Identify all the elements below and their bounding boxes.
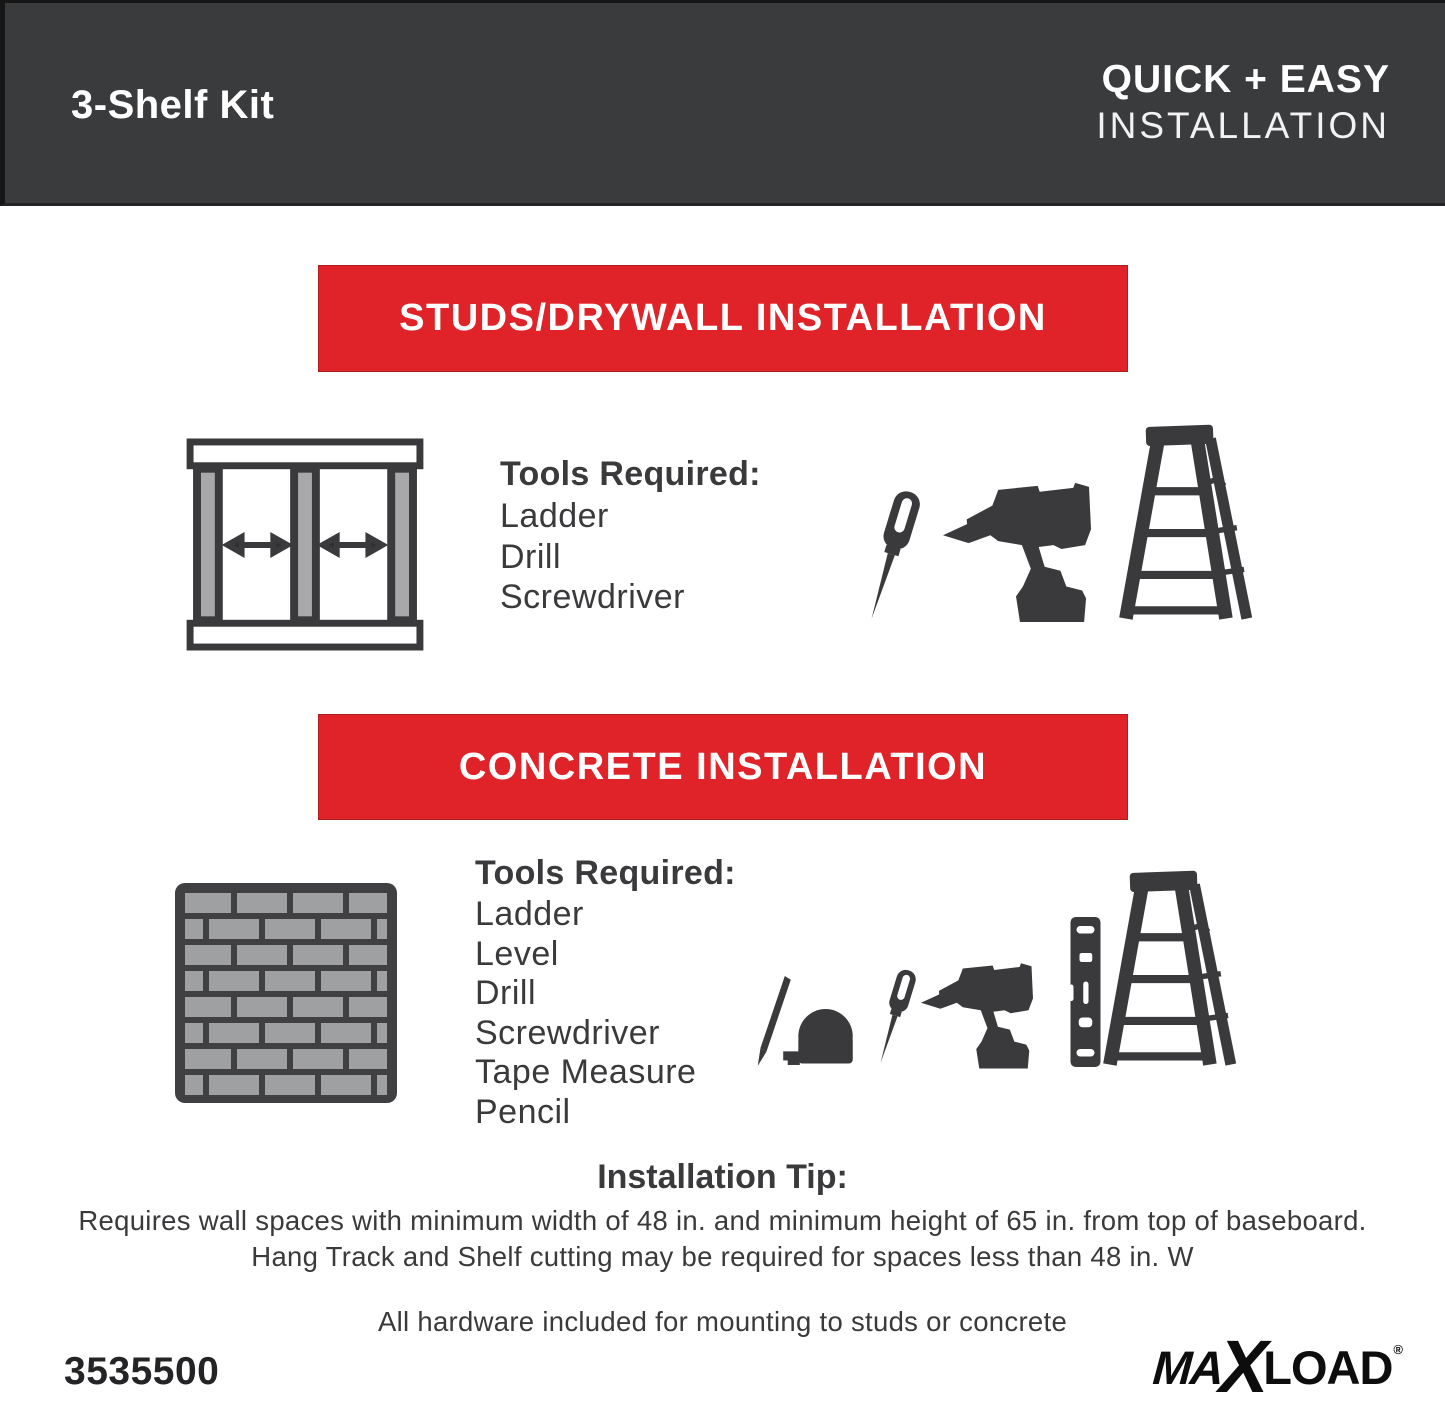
installation-tip-line-1: Requires wall spaces with minimum width of 48 in. and minimum height of 65 in. from top of baseboard. xyxy=(78,1205,1367,1236)
product-name: 3-Shelf Kit xyxy=(71,83,275,127)
installation-tip-line-2: Hang Track and Shelf cutting may be required for spaces less than 48 in. W xyxy=(251,1241,1194,1272)
concrete-tool-screwdriver: Screwdriver xyxy=(475,1013,660,1052)
brick-wall-icon xyxy=(175,883,397,1103)
registered-trademark-icon: ® xyxy=(1393,1342,1403,1357)
studs-tools-heading: Tools Required: xyxy=(500,455,761,493)
brand-load: LOAD xyxy=(1263,1341,1393,1394)
studs-tool-drill: Drill xyxy=(500,537,562,576)
studs-drywall-banner xyxy=(318,265,1128,372)
tagline-bottom: INSTALLATION xyxy=(1096,105,1390,146)
concrete-tool-tape-measure: Tape Measure xyxy=(475,1053,697,1092)
concrete-tool-pencil: Pencil xyxy=(475,1092,571,1131)
ladder-icon xyxy=(1100,870,1238,1070)
ladder-icon xyxy=(1116,424,1254,624)
installation-tip-heading: Installation Tip: xyxy=(597,1158,848,1196)
level-icon xyxy=(1068,917,1103,1067)
concrete-tool-level: Level xyxy=(475,934,559,973)
concrete-banner-label: CONCRETE INSTALLATION xyxy=(458,745,988,788)
brand-ma: MA xyxy=(1150,1341,1224,1394)
studs-tool-ladder: Ladder xyxy=(500,497,609,535)
tagline-top: QUICK + EASY xyxy=(1101,58,1390,101)
concrete-tool-drill: Drill xyxy=(475,974,537,1013)
hardware-note: All hardware included for mounting to studs or concrete xyxy=(377,1306,1068,1337)
drill-icon xyxy=(941,476,1093,624)
concrete-tool-ladder: Ladder xyxy=(475,895,584,933)
maxload-logo: MA X LOAD ® xyxy=(1150,1325,1403,1408)
tape-measure-icon xyxy=(783,1006,859,1068)
model-number: 3535500 xyxy=(64,1350,220,1393)
studs-tools-list xyxy=(500,452,761,618)
concrete-tools-list xyxy=(475,851,736,1133)
studs-tool-screwdriver: Screwdriver xyxy=(500,578,685,616)
header-tagline xyxy=(1096,57,1390,149)
studs-drywall-banner-label: STUDS/DRYWALL INSTALLATION xyxy=(399,297,1047,339)
concrete-banner xyxy=(318,714,1128,820)
concrete-tools-heading: Tools Required: xyxy=(475,854,736,892)
header-bar xyxy=(0,0,1445,206)
stud-wall-icon xyxy=(186,438,424,651)
screwdriver-icon xyxy=(866,966,922,1068)
screwdriver-icon xyxy=(852,486,928,626)
drill-icon xyxy=(921,958,1033,1070)
